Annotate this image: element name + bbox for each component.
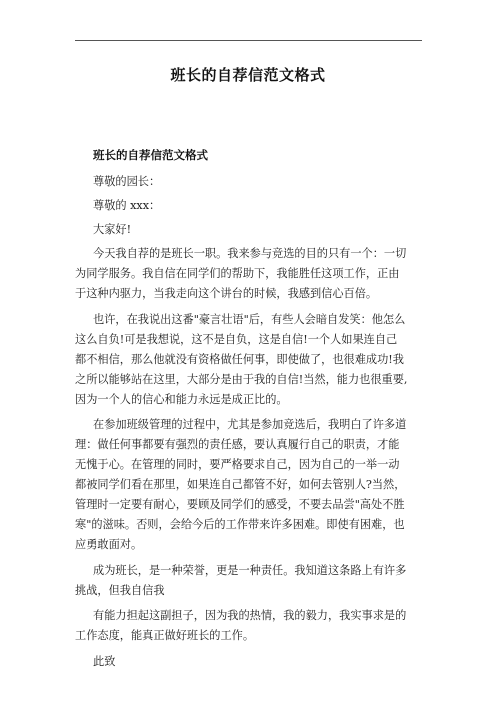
header-rule (75, 40, 422, 41)
paragraph-line: 今天我自荐的是班长一职。我来参与竞选的目的只有一个：一切 (93, 247, 407, 260)
paragraph-line: 寒"的滋味。否则，会给今后的工作带来许多困难。即使有困难，也 (75, 518, 405, 531)
paragraph-line: 应勇敢面对。 (75, 538, 143, 551)
paragraph-line: 都被同学们看在那里，如果连自己都管不好，如何去管别人?当然， (75, 478, 406, 491)
paragraph-line: 理：做任何事都要有强烈的责任感，要认真履行自己的职责，才能 (75, 438, 400, 451)
paragraph-line: 因为一个人的信心和能力永远是成正比的。 (75, 393, 288, 406)
paragraph-line: 为同学服务。我自信在同学们的帮助下，我能胜任这项工作，正由 (75, 267, 400, 280)
paragraph-line: 这么自负!可是我想说，这不是自负，这是自信!一个人如果连自己 (75, 333, 398, 346)
greeting-line: 大家好! (93, 223, 132, 236)
paragraph-line: 在参加班级管理的过程中，尤其是参加竞选后，我明白了许多道 (93, 418, 407, 431)
paragraph-line: 工作态度，能真正做好班长的工作。 (75, 629, 255, 642)
paragraph-line: 有能力担起这副担子，因为我的热情，我的毅力，我实事求是的 (93, 609, 407, 622)
paragraph-line: 挑战，但我自信我 (75, 584, 165, 597)
paragraph-line: 无愧于心。在管理的同时，要严格要求自己，因为自己的一举一动 (75, 458, 400, 471)
document-subtitle: 班长的自荐信范文格式 (93, 148, 208, 162)
document-title: 班长的自荐信范文格式 (170, 66, 326, 84)
paragraph-line: 都不相信，那么他就没有资格做任何事，即使做了，也很难成功!我 (75, 353, 404, 366)
salutation-line: 尊敬的园长： (93, 175, 161, 188)
paragraph-line: 成为班长，是一种荣誉，更是一种责任。我知道这条路上有许多 (93, 564, 407, 577)
paragraph-line: 之所以能够站在这里，大部分是由于我的自信!当然，能力也很重要, (75, 373, 408, 386)
paragraph-line: 于这种内驱力，当我走向这个讲台的时候，我感到信心百倍。 (75, 287, 378, 300)
salutation-line: 尊敬的 xxx： (93, 199, 161, 212)
paragraph-line: 也许，在我说出这番"豪言壮语"后，有些人会暗自发笑：他怎么 (93, 313, 406, 326)
paragraph-line: 管理时一定要有耐心，要顾及同学们的感受，不要去品尝"高处不胜 (75, 498, 405, 511)
closing-line: 此致 (93, 655, 116, 668)
